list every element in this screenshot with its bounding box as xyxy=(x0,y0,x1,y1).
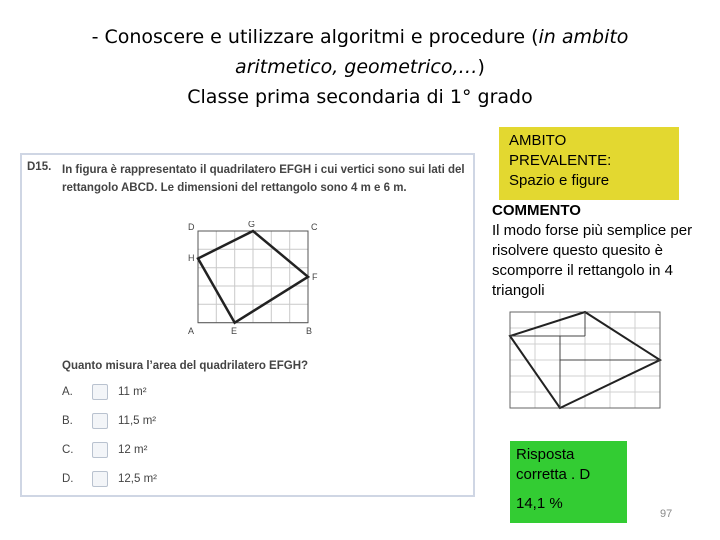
title-line-1-italic: in ambito xyxy=(538,26,629,48)
option-letter: C. xyxy=(62,444,74,456)
decomposition-figure xyxy=(505,306,665,418)
option-letter: A. xyxy=(62,386,73,398)
option-letter: B. xyxy=(62,415,73,427)
label-e: E xyxy=(231,326,238,336)
option-checkbox[interactable] xyxy=(92,442,108,458)
question-card xyxy=(20,153,475,497)
ambito-line-2: PREVALENTE: xyxy=(509,152,612,169)
rectangle-figure xyxy=(184,221,334,341)
option-value: 11 m² xyxy=(118,386,147,398)
label-d: D xyxy=(188,222,195,232)
label-g: G xyxy=(248,221,256,229)
comment-box xyxy=(492,201,718,301)
title-line-2 xyxy=(40,52,680,82)
option-checkbox[interactable] xyxy=(92,471,108,487)
ambito-line-3: Spazio e figure xyxy=(509,172,610,189)
option-value: 11,5 m² xyxy=(118,415,157,427)
label-c: C xyxy=(311,222,318,232)
question-number: D15. xyxy=(27,161,52,173)
answer-box xyxy=(510,441,627,523)
option-value: 12,5 m² xyxy=(118,473,157,485)
page-number: 97 xyxy=(660,508,673,520)
ambito-line-1: AMBITO xyxy=(509,132,567,149)
figure-grid xyxy=(198,231,308,323)
title-line-1-text: - Conoscere e utilizzare algoritmi e procedure ( xyxy=(91,26,539,48)
option-checkbox[interactable] xyxy=(92,384,108,400)
label-b: B xyxy=(306,326,313,336)
slide-title xyxy=(40,22,680,112)
label-f: F xyxy=(312,272,318,282)
answer-label: Risposta corretta . D xyxy=(516,446,591,483)
option-checkbox[interactable] xyxy=(92,413,108,429)
label-h: H xyxy=(188,253,195,263)
question-ask: Quanto misura l’area del quadrilatero EFGH? xyxy=(62,360,309,372)
label-a: A xyxy=(188,326,195,336)
answer-percent: 14,1 % xyxy=(516,495,563,512)
comment-body: Il modo forse più semplice per risolvere questo quesito è scomporre il rettangolo in 4 triangoli xyxy=(492,222,693,299)
question-text: In figura è rappresentato il quadrilatero EFGH i cui vertici sono sui lati del rettangolo ABCD. Le dimensioni del rettangolo sono 4 m e 6 m. xyxy=(62,164,465,194)
title-line-2-italic: aritmetico, geometrico,… xyxy=(235,56,478,78)
comment-heading: COMMENTO xyxy=(492,202,581,219)
option-value: 12 m² xyxy=(118,444,148,456)
option-letter: D. xyxy=(62,473,74,485)
title-line-3: Classe prima secondaria di 1° grado xyxy=(187,86,533,108)
ambito-box xyxy=(499,127,679,200)
title-line-1 xyxy=(40,22,680,52)
title-line-2-suffix: ) xyxy=(477,56,485,78)
